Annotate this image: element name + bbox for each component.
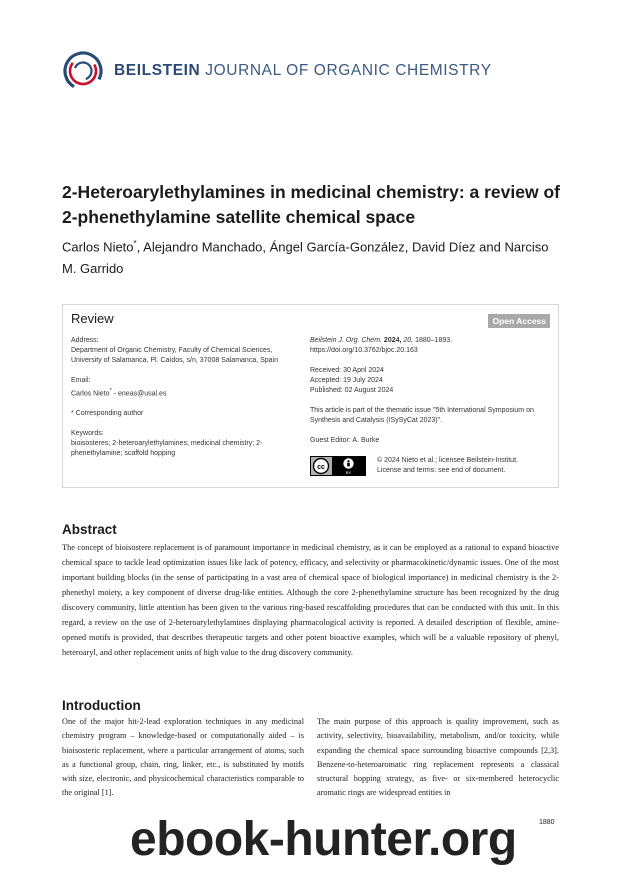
svg-text:BY: BY: [345, 470, 352, 475]
cc-by-license-icon[interactable]: [310, 456, 366, 476]
article-title: 2-Heteroarylethylamines in medicinal chemistry: a review of 2-phenethylamine satellite chemical space: [62, 182, 560, 227]
article-info-box: [62, 304, 559, 488]
svg-text:cc: cc: [317, 463, 325, 471]
author-others: , Alejandro Manchado, Ángel García-González, David Díez and Narciso M. Garrido: [62, 239, 549, 277]
doi-link[interactable]: https://doi.org/10.3762/bjoc.20.163: [310, 347, 418, 354]
keywords-block: Keywords: bioisosteres; 2-heteroarylethylamines; medicinal chemistry; 2-phenethylamine; scaffold hopping: [71, 430, 263, 458]
abstract-text: The concept of bioisostere replacement is of paramount importance in medicinal chemistry, as it can be employed as a rational to expand bioactive chemical space to tackle lead optimization issues like lack of potency, efficacy, and selectivity or pharmacokinetic/dynamic issues. One of the most important building blocks (in the sense of participating in a vast area of chemical space of biological importance) in medicinal chemistry is the 2-phenethyl moiety, a key component of diverse drug-like entities. Although the core 2-phenethylamine structure has been recognized by the drug discovery community, little attention has been given to the various ring-based rescaffolding procedures that can be conducted with this unit. In this regard, a review on the use of 2-heteroarylethylamines displaying pharmacological activity is reported. A detailed description of flexible, amine-opened motifs is provided, that describes therapeutic targets and other potent bioactive examples, which will be a valuable repository of phenyl, heteroaryl, and other replacement units of high value to the drug discovery community.: [62, 543, 559, 657]
author-list: Carlos Nieto*, Alejandro Manchado, Ángel García-González, David Díez and Narciso M. Garrido: [62, 239, 549, 277]
journal-name: BEILSTEIN JOURNAL OF ORGANIC CHEMISTRY: [114, 62, 492, 79]
thematic-issue-note: This article is part of the thematic issue "5th International Symposium on Synthesis and Catalysis (ISySyCat 2023)".: [310, 407, 534, 424]
license-text: © 2024 Nieto et al.; licensee Beilstein-Institut. License and terms: see end of document.: [377, 457, 518, 474]
article-type: Review: [71, 311, 114, 326]
corresponding-note: * Corresponding author: [71, 410, 144, 418]
introduction-left-column: One of the major hit-2-lead exploration techniques in any medicinal chemistry program – knowledge-based or computationally aided – is bioisosteric replacement, where a particular arrangement of atoms, such as a functional group, chain, ring, linker, etc., is substituted by motifs with size, electronic, and physicochemical characteristics comparable to the original [1].: [62, 717, 304, 798]
abstract-heading: Abstract: [62, 522, 117, 537]
beilstein-logo-icon: [62, 50, 104, 92]
introduction-right-column: The main purpose of this approach is quality improvement, such as activity, selectivity, bioavailability, metabolism, and/or toxicity, while expanding the chemical space surrounding bioactive compounds [2,3]. Benzene-to-heteroaromatic ring replacement represents a classical structural hopping strategy, as five- or six-membered heterocyclic aromatic rings are widespread entities in: [317, 717, 559, 798]
address-block: Address: Department of Organic Chemistry, Faculty of Chemical Sciences, University of Salamanca, Pl. Caídos, s/n, 37008 Salamanca, Spain: [71, 337, 278, 364]
guest-editor: Guest Editor: A. Burke: [310, 437, 380, 444]
email-block: Email: Carlos Nieto* - eneas@usal.es: [71, 377, 167, 398]
watermark: ebook-hunter.org: [130, 813, 517, 866]
dates-block: Received: 30 April 2024 Accepted: 19 July 2024 Published: 02 August 2024: [310, 367, 394, 394]
citation-block: Beilstein J. Org. Chem. 2024, 20, 1880–1893. https://doi.org/10.3762/bjoc.20.163: [310, 336, 555, 356]
author-corresponding: Carlos Nieto: [62, 239, 134, 255]
email-link[interactable]: - eneas@usal.es: [111, 390, 167, 398]
open-access-badge: Open Access: [488, 314, 550, 328]
introduction-heading: Introduction: [62, 698, 141, 713]
info-right-column: [310, 336, 555, 476]
info-left-column: [71, 336, 303, 469]
license-row: [310, 456, 555, 476]
journal-logo: [62, 50, 492, 92]
page-number: 1880: [539, 819, 555, 826]
